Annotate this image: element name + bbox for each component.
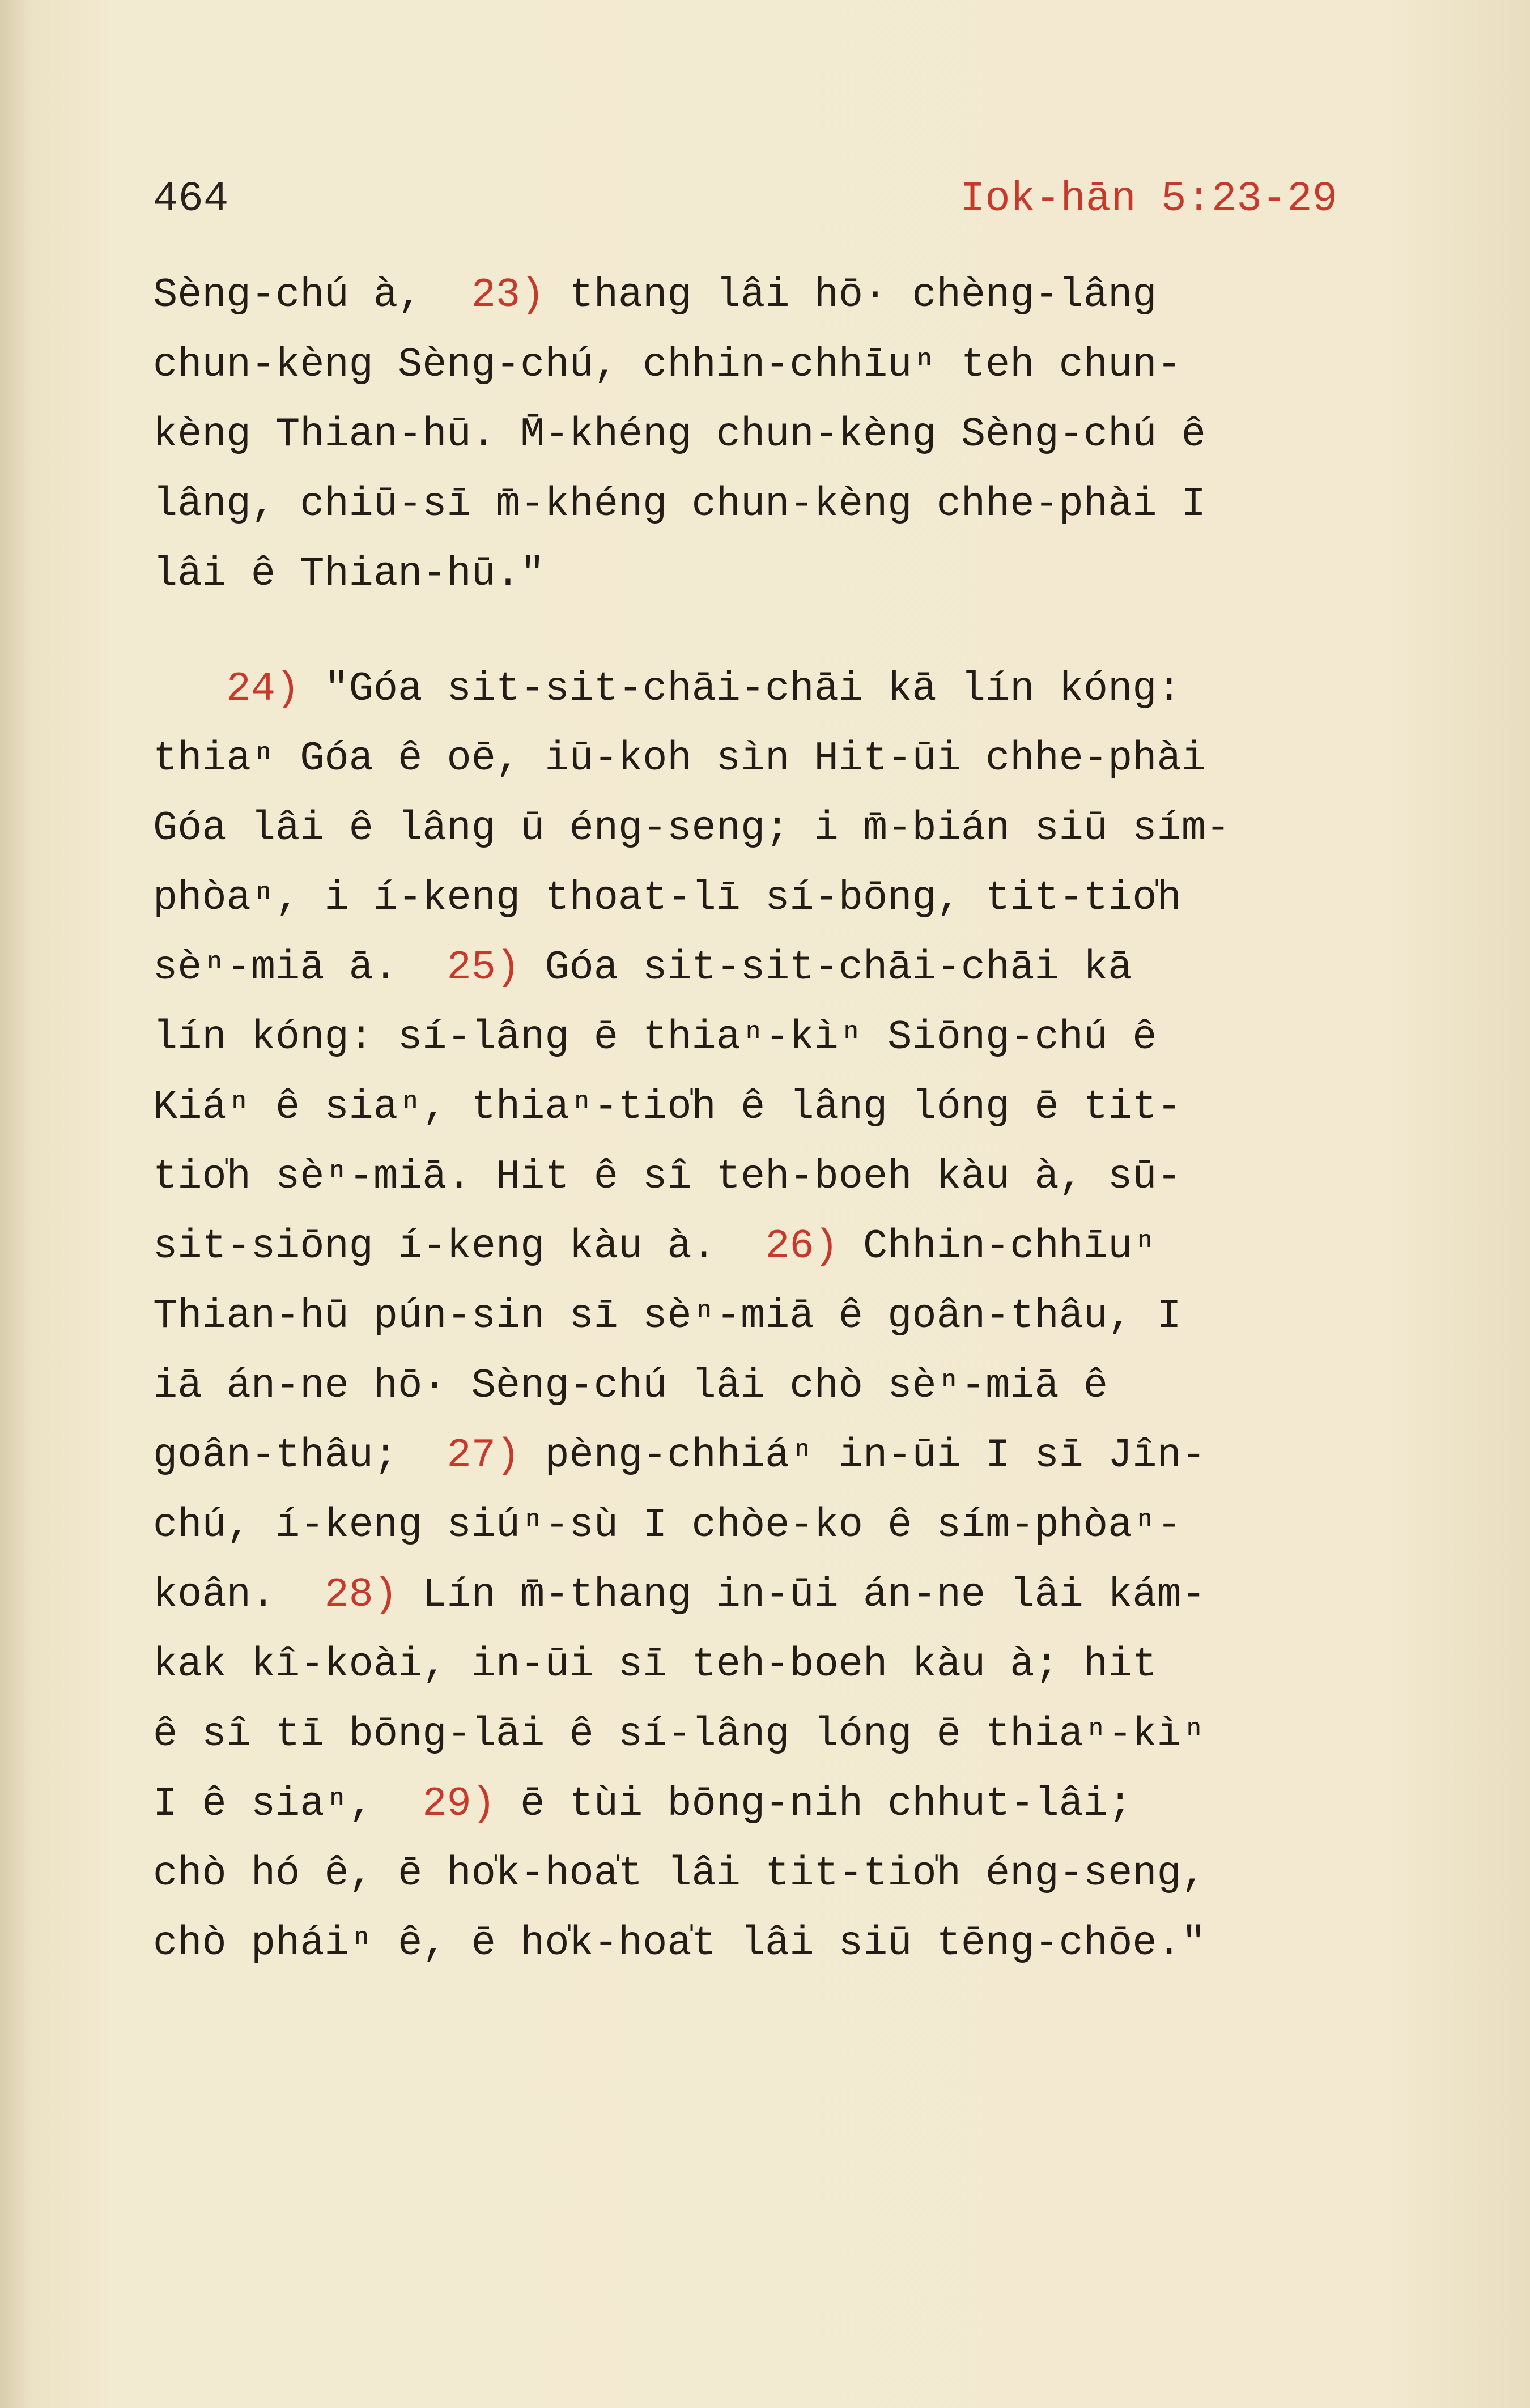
text-line xyxy=(153,1142,1428,1212)
text-line xyxy=(153,1630,1428,1700)
text-segment: lâi ê Thian-hū." xyxy=(153,551,545,597)
text-line xyxy=(153,330,1428,400)
text-line xyxy=(153,1351,1428,1421)
text-segment: thiaⁿ Góa ê oē, iū-koh sìn Hit-ūi chhe-phài xyxy=(153,735,1206,782)
text-line xyxy=(153,1909,1428,1979)
text-segment: Thian-hū pún-sin sī sèⁿ-miā ê goân-thâu, I xyxy=(153,1293,1182,1339)
text-segment: iā án-ne hō· Sèng-chú lâi chò sèⁿ-miā ê xyxy=(153,1363,1108,1409)
text-line xyxy=(153,1212,1428,1282)
verse-number: 26) xyxy=(765,1223,839,1270)
text-segment: Kiáⁿ ê siaⁿ, thiaⁿ-tio̍h ê lâng lóng ē tit- xyxy=(153,1084,1182,1130)
text-segment: ē tùi bōng-nih chhut-lâi; xyxy=(495,1781,1133,1827)
paragraph-gap xyxy=(153,609,1428,654)
text-line xyxy=(153,1421,1428,1491)
text-line xyxy=(153,863,1428,933)
text-segment: lâng, chiū-sī m̄-khéng chun-kèng chhe-phài I xyxy=(153,481,1206,527)
text-segment: tio̍h sèⁿ-miā. Hit ê sî teh-boeh kàu à, sū- xyxy=(153,1154,1182,1200)
text-line xyxy=(153,1769,1428,1839)
text-segment: thang lâi hō· chèng-lâng xyxy=(545,272,1157,318)
text-segment: kèng Thian-hū. M̄-khéng chun-kèng Sèng-chú ê xyxy=(153,411,1206,458)
verse-number: 27) xyxy=(447,1432,521,1479)
text-segment: Góa lâi ê lâng ū éng-seng; i m̄-bián siū sím- xyxy=(153,805,1231,852)
text-segment: "Góa sit-sit-chāi-chāi kā lín kóng: xyxy=(300,666,1182,712)
text-line xyxy=(153,1073,1428,1142)
text-line xyxy=(153,654,1428,724)
text-line xyxy=(153,261,1428,330)
text-line xyxy=(153,539,1428,609)
text-segment: Chhin-chhīuⁿ xyxy=(838,1223,1157,1270)
text-line xyxy=(153,1491,1428,1560)
text-segment: Sèng-chú à, xyxy=(153,272,471,318)
text-segment: pèng-chhiáⁿ in-ūi I sī Jîn- xyxy=(520,1432,1206,1479)
text-line xyxy=(153,794,1428,863)
verse-number: 23) xyxy=(471,272,545,318)
text-line xyxy=(153,400,1428,470)
text-segment: sèⁿ-miā ā. xyxy=(153,945,447,991)
text-segment: lín kóng: sí-lâng ē thiaⁿ-kìⁿ Siōng-chú ê xyxy=(153,1014,1157,1061)
text-line xyxy=(153,1560,1428,1630)
text-segment: I ê siaⁿ, xyxy=(153,1781,423,1827)
text-line xyxy=(153,1839,1428,1909)
text-line xyxy=(153,1282,1428,1351)
text-segment: sit-siōng í-keng kàu à. xyxy=(153,1223,766,1270)
text-segment: goân-thâu; xyxy=(153,1432,447,1479)
body-text xyxy=(153,261,1428,1979)
text-segment: chú, í-keng siúⁿ-sù I chòe-ko ê sím-phòaⁿ- xyxy=(153,1502,1182,1548)
text-line xyxy=(153,1700,1428,1769)
text-segment: koân. xyxy=(153,1572,325,1618)
text-segment: chò hó ê, ē ho̍k-hoa̍t lâi tit-tio̍h éng-seng, xyxy=(153,1850,1206,1897)
text-segment: chò pháiⁿ ê, ē ho̍k-hoa̍t lâi siū tēng-chōe." xyxy=(153,1920,1206,1967)
text-line xyxy=(153,724,1428,794)
page-number: 464 xyxy=(153,176,229,223)
verse-number: 29) xyxy=(422,1781,496,1827)
text-segment: ê sî tī bōng-lāi ê sí-lâng lóng ē thiaⁿ-kìⁿ xyxy=(153,1711,1206,1758)
running-head: Iok-hān 5:23-29 xyxy=(959,176,1337,223)
verse-number: 24) xyxy=(226,666,300,712)
text-segment: Lín m̄-thang in-ūi án-ne lâi kám- xyxy=(398,1572,1206,1618)
verse-number: 25) xyxy=(447,945,521,991)
text-line xyxy=(153,470,1428,539)
text-line xyxy=(153,933,1428,1003)
page-header xyxy=(153,176,1337,238)
text-segment: kak kî-koài, in-ūi sī teh-boeh kàu à; hit xyxy=(153,1641,1157,1688)
text-segment: Góa sit-sit-chāi-chāi kā xyxy=(520,945,1133,991)
text-line xyxy=(153,1003,1428,1073)
text-segment: phòaⁿ, i í-keng thoat-lī sí-bōng, tit-tio̍h xyxy=(153,875,1182,921)
text-segment xyxy=(153,666,227,712)
text-segment: chun-kèng Sèng-chú, chhin-chhīuⁿ teh chun- xyxy=(153,342,1182,388)
verse-number: 28) xyxy=(324,1572,398,1618)
